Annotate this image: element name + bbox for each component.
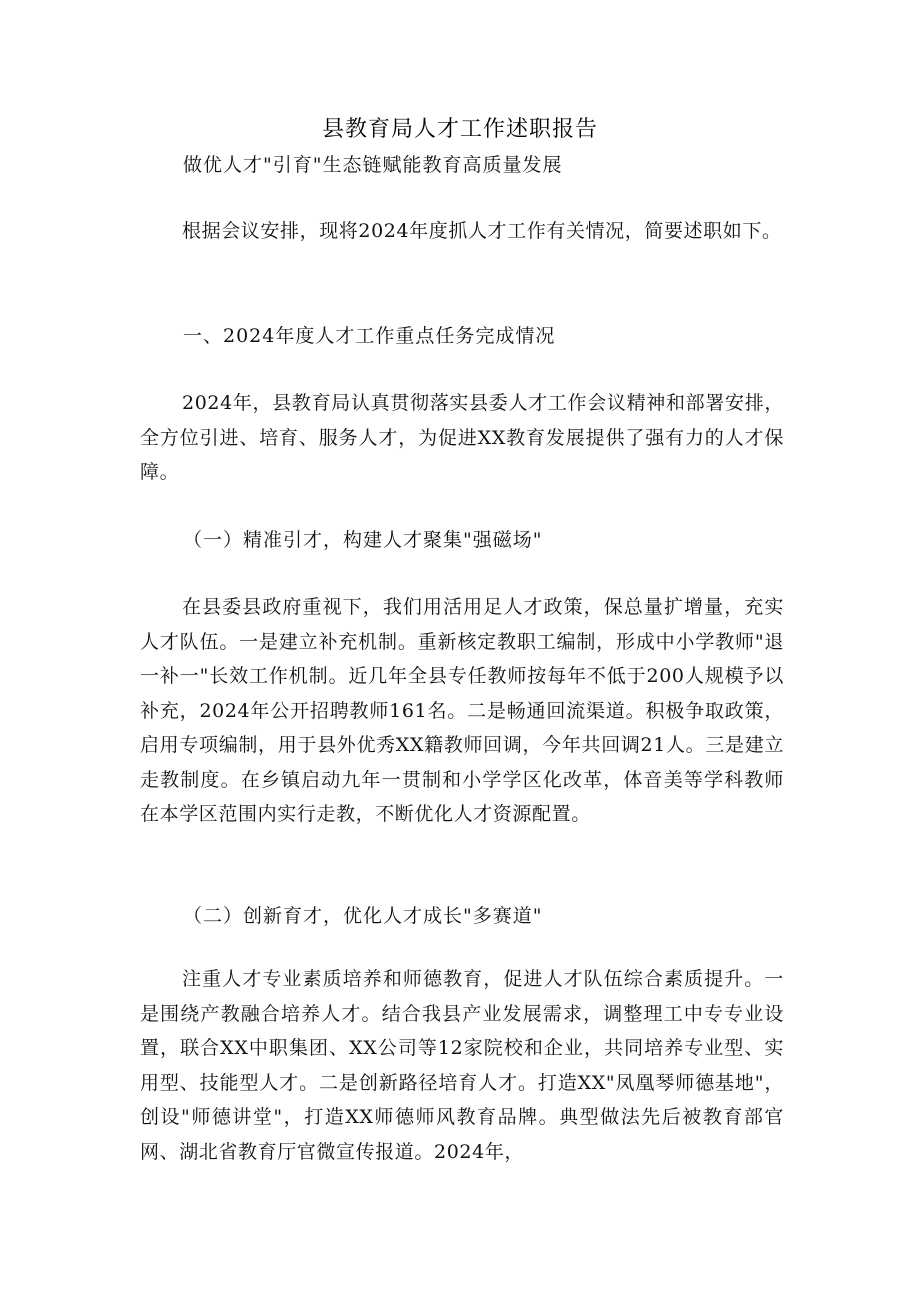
intro-paragraph: 根据会议安排，现将2024年度抓人才工作有关情况，简要述职如下。 — [182, 220, 782, 242]
document-title: 县教育局人才工作述职报告 — [321, 117, 598, 142]
document-subtitle: 做优人才"引育"生态链赋能教育高质量发展 — [183, 154, 563, 176]
section-heading-1: 一、2024年度人才工作重点任务完成情况 — [183, 325, 556, 347]
subsection-heading-2: （二）创新育才，优化人才成长"多赛道" — [183, 905, 543, 927]
section-1-paragraph: 2024年，县教育局认真贯彻落实县委人才工作会议精神和部署安排，全方位引进、培育、服务人才，为促进XX教育发展提供了强有力的人才保障。 — [140, 392, 784, 483]
subsection-1-paragraph: 在县委县政府重视下，我们用活用足人才政策，保总量扩增量，充实人才队伍。一是建立补充机制。重新核定教职工编制，形成中小学教师"退一补一"长效工作机制。近几年全县专任教师按每年不低于200人规模予以补充，2024年公开招聘教师161名。二是畅通回流渠道。积极争取政策，启用专项编制，用于县外优秀XX籍教师回调，今年共回调21人。三是建立走教制度。在乡镇启动九年一贯制和小学学区化改革，体音美等学科教师在本学区范围内实行走教，不断优化人才资源配置。 — [140, 596, 784, 825]
subsection-2-paragraph: 注重人才专业素质培养和师德教育，促进人才队伍综合素质提升。一是围绕产教融合培养人才。结合我县产业发展需求，调整理工中专专业设置，联合XX中职集团、XX公司等12家院校和企业，共同培养专业型、实用型、技能型人才。二是创新路径培育人才。打造XX"凤凰琴师德基地"，创设"师德讲堂"，打造XX师德师风教育品牌。典型做法先后被教育部官网、湖北省教育厅官微宣传报道。2024年， — [140, 968, 784, 1163]
subsection-heading-1: （一）精准引才，构建人才聚集"强磁场" — [183, 529, 543, 551]
